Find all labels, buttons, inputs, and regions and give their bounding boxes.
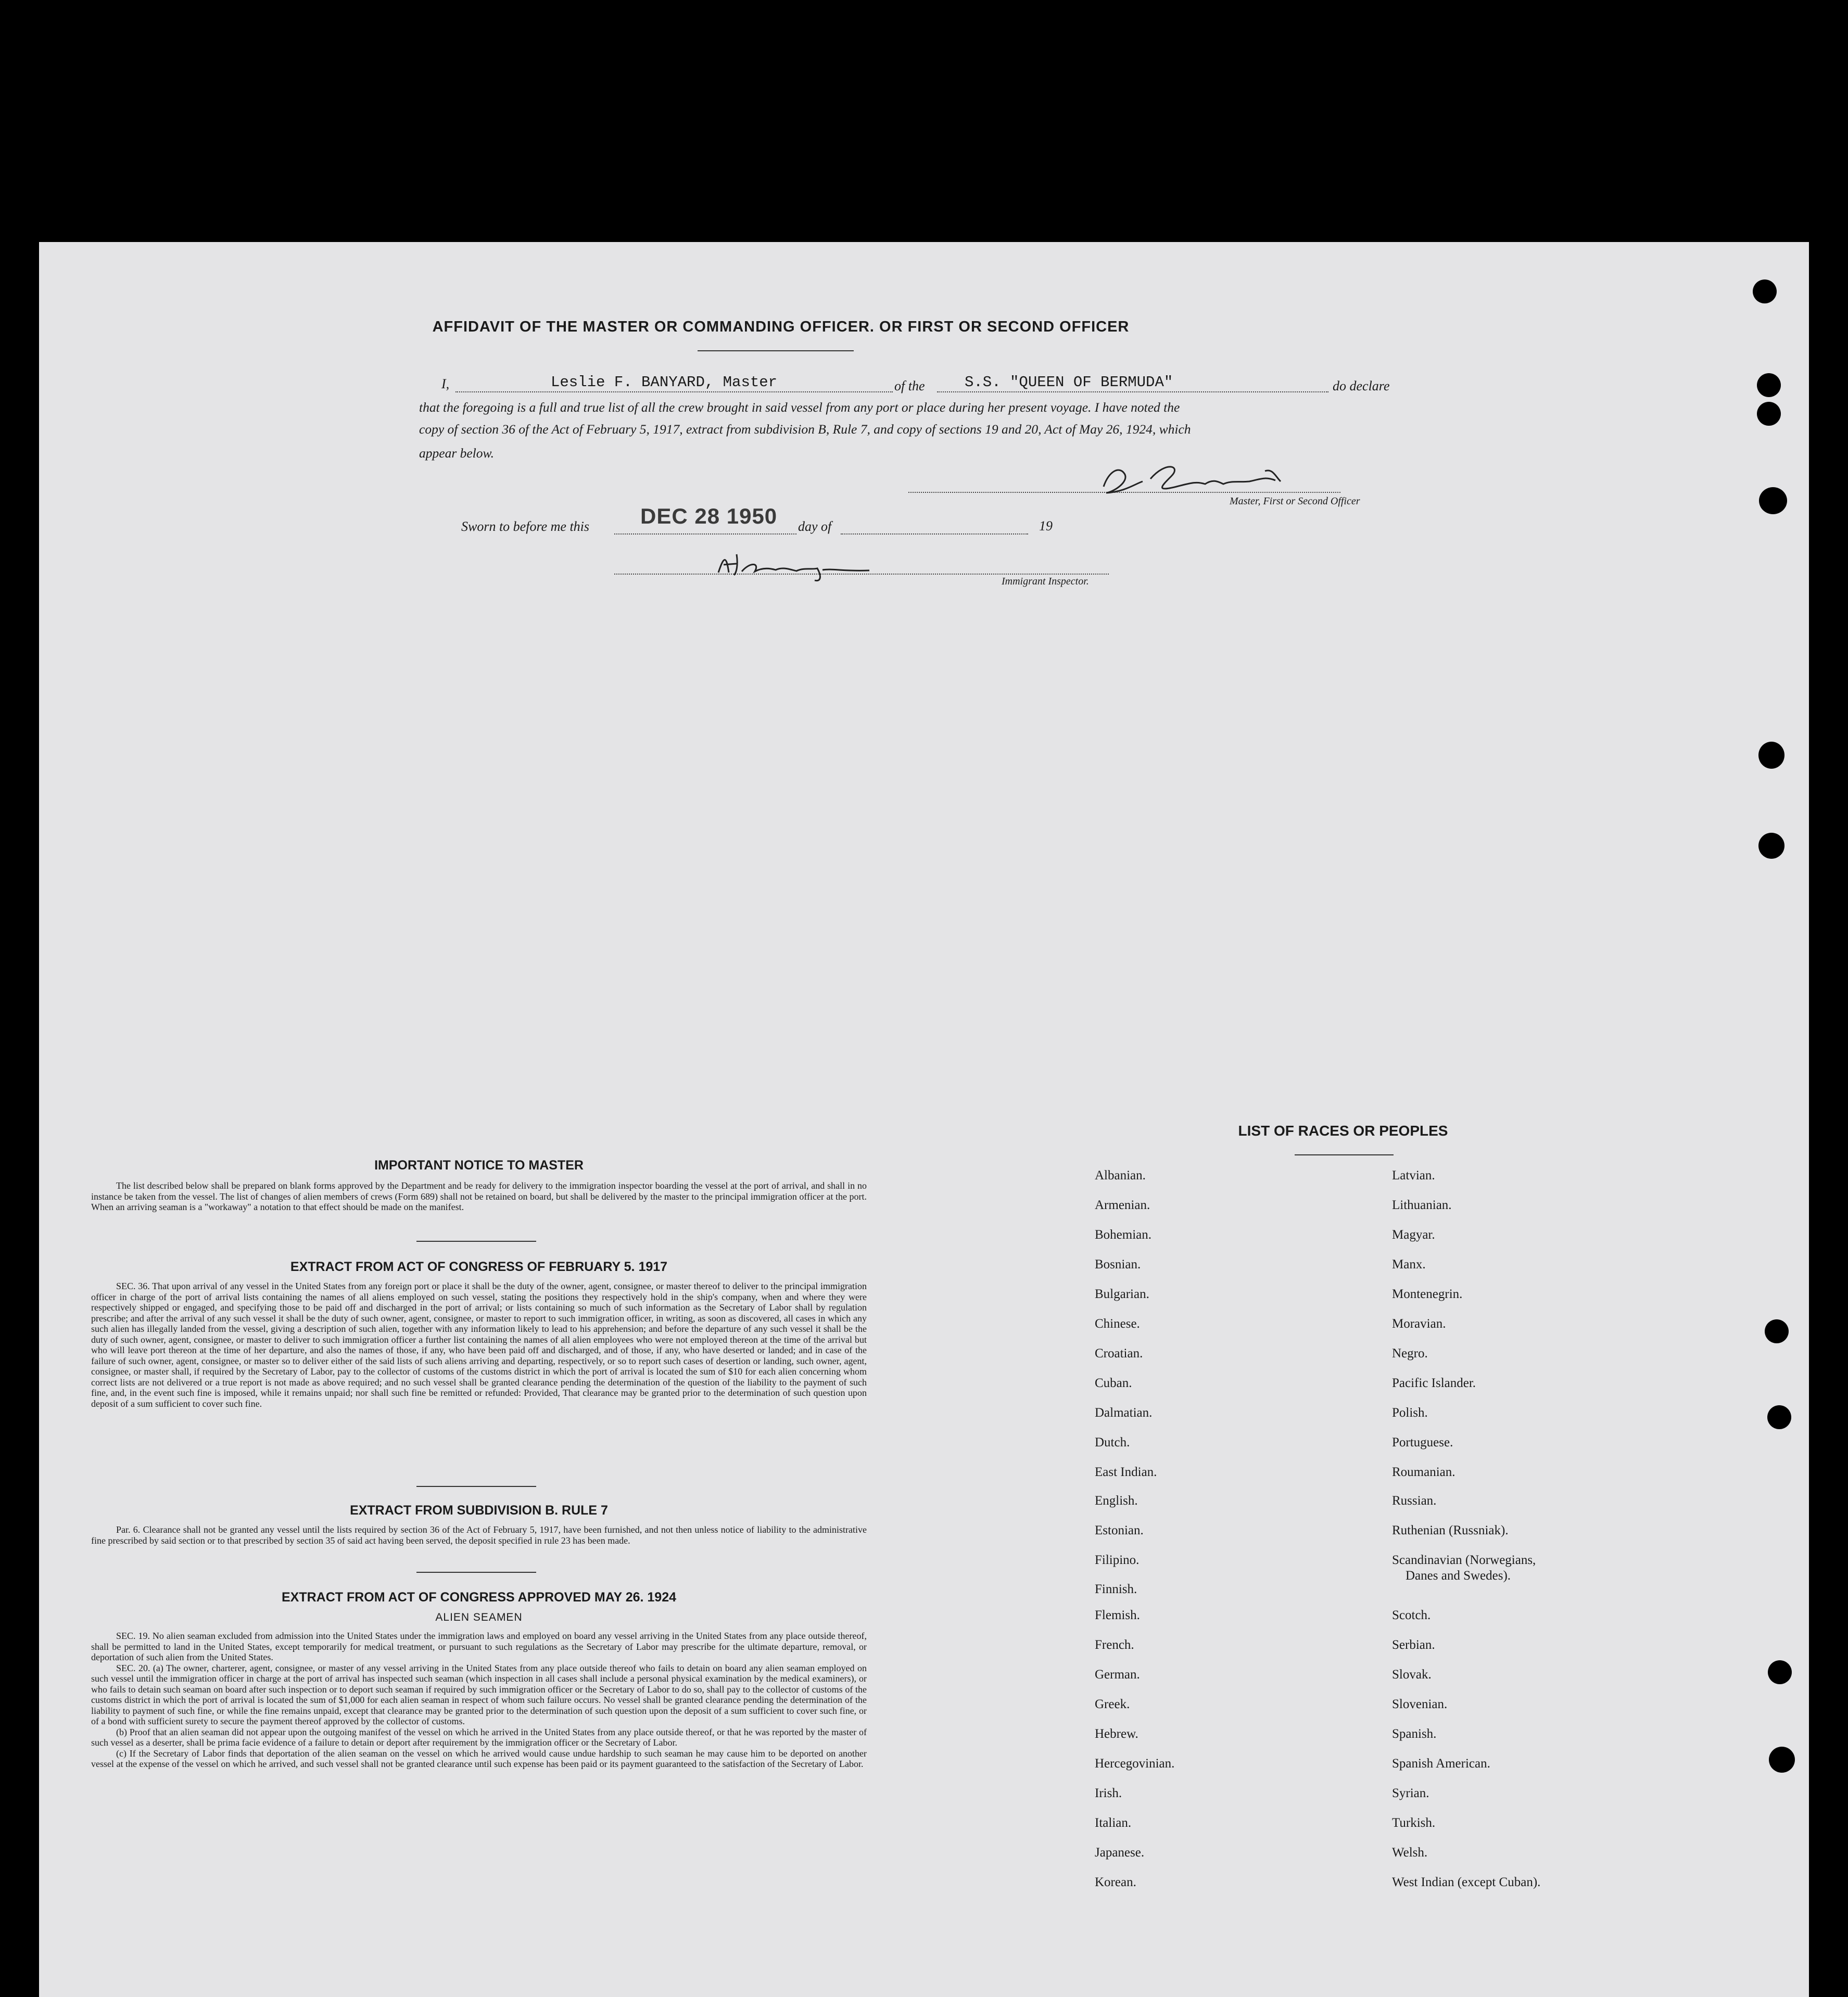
race-item: Polish. (1392, 1406, 1428, 1420)
extract-1924-title: EXTRACT FROM ACT OF CONGRESS APPROVED MAY 26. 1924 (281, 1590, 677, 1605)
race-item: Dutch. (1095, 1435, 1130, 1449)
race-item: Filipino. (1095, 1553, 1140, 1567)
inspector-caption: Immigrant Inspector. (1002, 576, 1089, 587)
master-name: Leslie F. BANYARD, Master (551, 374, 778, 391)
race-item: Russian. (1392, 1494, 1437, 1508)
race-item: Welsh. (1392, 1846, 1428, 1860)
divider (416, 1241, 536, 1242)
section-20a-paragraph: SEC. 20. (a) The owner, charterer, agent, consignee, or master of any vessel arriving in the United States from any place outside thereof who fails to detain on board any alien seaman employed on such vessel until the immigration officer in charge at the port of arrival has inspected such seaman (which inspection in all cases shall include a personal physical examination by the medical examiners), or who fails to detain such seaman on board after such inspection or to deport such seaman if required by such immigration officer or the Secretary of Labor to do so, shall pay to the collector of customs of the customs district in which the port of arrival is located the sum of $1,000 for each alien seaman in respect of whom such failure occurs. No vessel shall be granted clearance pending the determination of the liability to payment of such fine, or while the fine remains unpaid, except that clearance may be granted prior to the determination of such question upon the deposit of a sum sufficient to cover such fine, or of a bond with sufficient surety to secure the payment thereof approved by the collector of customs. (91, 1662, 867, 1726)
race-item: Bohemian. (1095, 1228, 1152, 1242)
race-item: Irish. (1095, 1786, 1122, 1800)
extract-1917-body (91, 1281, 867, 1409)
section-36-paragraph: SEC. 36. That upon arrival of any vessel in the United States from any foreign port or place it shall be the duty of the owner, agent, consignee, or master thereof to deliver to the principal immigration officer in charge of the port of arrival lists containing the names of all aliens employed on such vessel, stating the positions they respectively hold in the ship's company, when and where they were respectively shipped or engaged, and specifying those to be paid off and discharged in the port of arrival; or lists containing so much of such information as the Secretary of Labor shall by regulation prescribe; and after the arrival of any such vessel it shall be the duty of such owner, agent, consignee, or master to report to such immigration officer, in writing, as soon as discovered, all cases in which any such alien has illegally landed from the vessel, giving a description of such alien, together with any information likely to lead to his apprehension; and before the departure of any such vessel it shall be the duty of such owner, agent, consignee, or master to deliver to such immigration officer a further list containing the names of all alien employees who were not employed thereon at the time of the arrival but who will leave port thereon at the time of her departure, and also the names of those, if any, who have been paid off and discharged, and of those, if any, who have deserted or landed; and in case of the failure of such owner, agent, consignee, or master so to deliver either of the said lists of such aliens arriving and departing, respectively, or so to report such cases of desertion or landing, such owner, agent, consignee, or master shall, if required by the Secretary of Labor, pay to the collector of customs of the customs district in which the port of arrival is located the sum of $10 for each alien concerning whom correct lists are not delivered or a true report is not made as above required; and no such vessel shall be granted clearance pending the determination of the question of the liability to the payment of such fine, and, in the event such fine is imposed, while it remains unpaid; nor shall such fine be remitted or refunded: Provided, That clearance may be granted prior to the determination of such question upon deposit of a sum sufficient to cover such fine. (91, 1281, 867, 1409)
title-underline (698, 350, 854, 351)
race-item: Albanian. (1095, 1168, 1146, 1182)
year-label: 19 (1039, 518, 1053, 533)
i-label: I, (441, 376, 450, 391)
race-item: Slovenian. (1392, 1697, 1448, 1711)
race-item: Pacific Islander. (1392, 1376, 1476, 1390)
punch-hole (1758, 833, 1784, 859)
section-19-paragraph: SEC. 19. No alien seaman excluded from admission into the United States under the immigration laws and employed on board any vessel arriving in the United States from any place outside thereof, shall be permitted to land in the United States, except temporarily for medical treatment, or pursuant to such regulations as the Secretary of Labor may prescribe for the ultimate departure, removal, or deportation of such alien from the United States. (91, 1631, 867, 1662)
divider (416, 1486, 536, 1487)
affidavit-line-2: that the foregoing is a full and true list of all the crew brought in said vessel from any port or place during her present voyage. I have noted the (419, 400, 1180, 415)
race-item: Moravian. (1392, 1317, 1446, 1331)
race-item: Hercegovinian. (1095, 1757, 1175, 1771)
race-item: Flemish. (1095, 1608, 1140, 1622)
notice-title: IMPORTANT NOTICE TO MASTER (374, 1158, 584, 1173)
race-item: Ruthenian (Russniak). (1392, 1523, 1509, 1537)
race-item: Turkish. (1392, 1816, 1436, 1830)
race-item: Croatian. (1095, 1346, 1143, 1360)
race-item: Roumanian. (1392, 1465, 1455, 1479)
race-item: Chinese. (1095, 1317, 1140, 1331)
race-item: West Indian (except Cuban). (1392, 1875, 1541, 1889)
race-item: Finnish. (1095, 1582, 1137, 1596)
race-item: Dalmatian. (1095, 1406, 1153, 1420)
race-item: Cuban. (1095, 1376, 1132, 1390)
race-item: Scandinavian (Norwegians, (1392, 1553, 1536, 1567)
punch-hole (1753, 279, 1777, 303)
punch-hole (1759, 487, 1787, 514)
race-item: English. (1095, 1494, 1138, 1508)
inspector-signature (713, 546, 880, 583)
month-field-line (841, 533, 1028, 535)
section-20c-paragraph: (c) If the Secretary of Labor finds that deportation of the alien seaman on the vessel on which he arrived would cause undue hardship to such seaman he may cause him to be deported on another vessel at the expense of the vessel on which he arrived, and such vessel shall not be granted clearance until such expense has been paid or its payment guaranteed to the satisfaction of the Secretary of Labor. (91, 1748, 867, 1769)
race-item: Korean. (1095, 1875, 1136, 1889)
notice-paragraph: The list described below shall be prepared on blank forms approved by the Department and be ready for delivery to the immigration inspector boarding the vessel at the port of arrival, and shall in no instance be taken from the vessel. The list of changes of alien members of crews (Form 689) shall not be retained on board, but shall be delivered by the master to the principal immigration officer at the port. When an arriving seaman is a "workaway" a notation to that effect should be made on the manifest. (91, 1180, 867, 1212)
race-item: Montenegrin. (1392, 1287, 1463, 1301)
sworn-label: Sworn to before me this (461, 519, 590, 534)
day-of-label: day of (798, 519, 832, 534)
name-field-line (455, 391, 893, 392)
race-item: Portuguese. (1392, 1435, 1453, 1449)
race-item: Italian. (1095, 1816, 1132, 1830)
race-item: Spanish American. (1392, 1757, 1490, 1771)
race-item: Manx. (1392, 1257, 1426, 1271)
divider (416, 1572, 536, 1573)
punch-hole (1767, 1405, 1791, 1429)
race-item: Lithuanian. (1392, 1198, 1452, 1212)
race-item: Armenian. (1095, 1198, 1150, 1212)
race-item: Latvian. (1392, 1168, 1435, 1182)
race-item: Scotch. (1392, 1608, 1431, 1622)
race-item: East Indian. (1095, 1465, 1157, 1479)
punch-hole (1765, 1319, 1789, 1343)
race-item: Spanish. (1392, 1727, 1437, 1741)
rule-7-title: EXTRACT FROM SUBDIVISION B. RULE 7 (350, 1503, 608, 1518)
rule-7-body (91, 1524, 867, 1546)
master-signature-caption: Master, First or Second Officer (1230, 495, 1360, 507)
punch-hole (1757, 373, 1781, 397)
races-underline (1295, 1154, 1394, 1155)
section-20b-paragraph: (b) Proof that an alien seaman did not appear upon the outgoing manifest of the vessel on which he arrived in the United States from any place outside thereof, or that he was reported by the master of such vessel as a deserter, shall be prima facie evidence of a failure to detain or deport after requirement by the immigration officer or the Secretary of Labor. (91, 1726, 867, 1748)
par-6-paragraph: Par. 6. Clearance shall not be granted any vessel until the lists required by section 36 of the Act of February 5, 1917, have been furnished, and not then unless notice of liability to the administrative fine prescribed by said section or to that prescribed by section 35 of said act having been served, the deposit specified in rule 23 has been made. (91, 1524, 867, 1546)
punch-hole (1768, 1660, 1792, 1684)
master-signature (1093, 455, 1327, 500)
affidavit-line-4: appear below. (419, 446, 495, 461)
race-item: Estonian. (1095, 1523, 1144, 1537)
affidavit-line-3: copy of section 36 of the Act of February 5, 1917, extract from subdivision B, Rule 7, and copy of sections 19 and 20, Act of May 26, 1924, which (419, 422, 1191, 437)
vessel-field-line (937, 391, 1328, 392)
race-item: Magyar. (1392, 1228, 1435, 1242)
date-stamp: DEC 28 1950 (640, 504, 778, 528)
race-item: Greek. (1095, 1697, 1130, 1711)
notice-body (91, 1180, 867, 1213)
of-the-label: of the (894, 378, 925, 393)
extract-1917-title: EXTRACT FROM ACT OF CONGRESS OF FEBRUARY 5. 1917 (290, 1260, 668, 1274)
race-item: German. (1095, 1668, 1140, 1682)
sworn-date-line (614, 533, 796, 535)
punch-hole (1757, 402, 1781, 426)
race-item: Bulgarian. (1095, 1287, 1149, 1301)
races-title: LIST OF RACES OR PEOPLES (1238, 1123, 1448, 1139)
alien-seamen-subtitle: ALIEN SEAMEN (435, 1611, 523, 1623)
race-item: French. (1095, 1638, 1134, 1652)
race-item: Hebrew. (1095, 1727, 1138, 1741)
punch-hole (1769, 1747, 1795, 1773)
punch-hole (1758, 742, 1784, 769)
race-item: Negro. (1392, 1346, 1428, 1360)
race-item: Bosnian. (1095, 1257, 1141, 1271)
race-item: Syrian. (1392, 1786, 1429, 1800)
race-item: Serbian. (1392, 1638, 1435, 1652)
extract-1924-body (91, 1631, 867, 1770)
race-item: Japanese. (1095, 1846, 1145, 1860)
race-item: Danes and Swedes). (1406, 1569, 1511, 1583)
affidavit-title: AFFIDAVIT OF THE MASTER OR COMMANDING OFFICER. OR FIRST OR SECOND OFFICER (432, 319, 1130, 335)
do-declare-label: do declare (1333, 378, 1390, 393)
vessel-name: S.S. "QUEEN OF BERMUDA" (965, 374, 1173, 391)
race-item: Slovak. (1392, 1668, 1432, 1682)
